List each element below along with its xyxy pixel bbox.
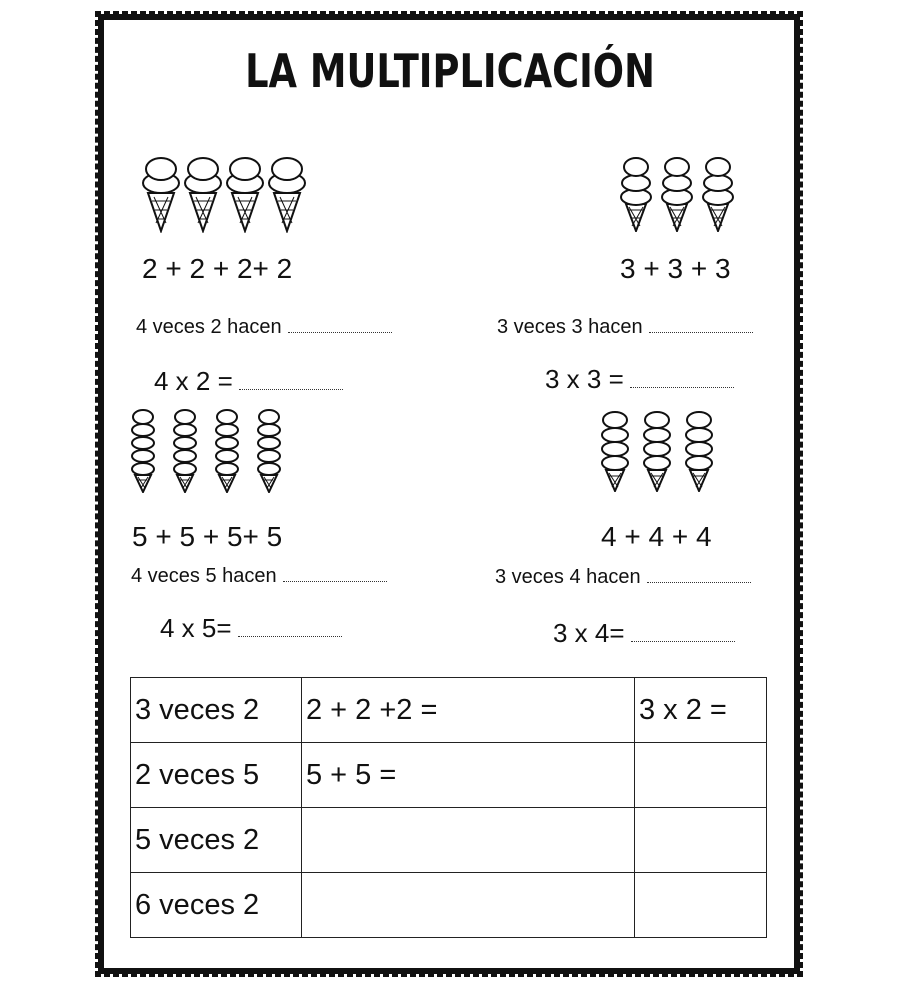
- table-cell[interactable]: [635, 808, 767, 873]
- exercise-table: [130, 677, 767, 938]
- multiplication-text: 3 x 3 =: [545, 364, 624, 394]
- ice-cream-group-4: [594, 408, 720, 492]
- answer-blank[interactable]: [630, 387, 734, 388]
- table-cell: 5 veces 2: [131, 808, 302, 873]
- ice-cream-icon: [594, 408, 636, 492]
- answer-blank[interactable]: [647, 582, 751, 583]
- veces-sentence-2: [497, 316, 753, 339]
- table-cell[interactable]: [302, 808, 635, 873]
- ice-cream-icon: [224, 153, 266, 233]
- veces-text: 4 veces 2 hacen: [136, 316, 282, 338]
- ice-cream-icon: [248, 407, 290, 493]
- table-cell[interactable]: 2 + 2 +2 =: [302, 678, 635, 743]
- answer-blank[interactable]: [283, 581, 387, 582]
- ice-cream-icon: [657, 152, 698, 232]
- multiplication-text: 4 x 5=: [160, 613, 232, 643]
- ice-cream-group-3: [122, 407, 290, 493]
- ice-cream-icon: [164, 407, 206, 493]
- veces-text: 4 veces 5 hacen: [131, 565, 277, 587]
- table-cell: 6 veces 2: [131, 873, 302, 938]
- answer-blank[interactable]: [649, 332, 753, 333]
- table-row: [131, 743, 767, 808]
- addition-expression-4: 4 + 4 + 4: [601, 521, 712, 552]
- veces-text: 3 veces 4 hacen: [495, 566, 641, 588]
- multiplication-sentence-3: [160, 613, 342, 644]
- answer-blank[interactable]: [239, 389, 343, 390]
- table-cell: 2 veces 5: [131, 743, 302, 808]
- table-cell[interactable]: 3 x 2 =: [635, 678, 767, 743]
- answer-blank[interactable]: [238, 636, 342, 637]
- ice-cream-group-1: [140, 153, 308, 233]
- ice-cream-icon: [678, 408, 720, 492]
- veces-sentence-4: [495, 566, 751, 589]
- page-title: LA MULTIPLICACIÓN: [245, 44, 655, 98]
- table-cell[interactable]: [302, 873, 635, 938]
- veces-sentence-1: [136, 316, 392, 339]
- addition-expression-2: 3 + 3 + 3: [620, 253, 731, 284]
- table-row: [131, 873, 767, 938]
- multiplication-text: 4 x 2 =: [154, 366, 233, 396]
- multiplication-sentence-2: [545, 364, 734, 395]
- table-cell[interactable]: [635, 873, 767, 938]
- table-cell[interactable]: [635, 743, 767, 808]
- ice-cream-group-2: [616, 152, 739, 232]
- multiplication-text: 3 x 4=: [553, 618, 625, 648]
- table-row: [131, 808, 767, 873]
- ice-cream-icon: [698, 152, 739, 232]
- ice-cream-icon: [206, 407, 248, 493]
- answer-blank[interactable]: [288, 332, 392, 333]
- addition-expression-1: 2 + 2 + 2+ 2: [142, 253, 293, 284]
- ice-cream-icon: [266, 153, 308, 233]
- veces-text: 3 veces 3 hacen: [497, 316, 643, 338]
- ice-cream-icon: [182, 153, 224, 233]
- ice-cream-icon: [636, 408, 678, 492]
- multiplication-sentence-4: [553, 618, 735, 649]
- table-cell: 3 veces 2: [131, 678, 302, 743]
- table-cell[interactable]: 5 + 5 =: [302, 743, 635, 808]
- multiplication-sentence-1: [154, 366, 343, 397]
- ice-cream-icon: [122, 407, 164, 493]
- answer-blank[interactable]: [631, 641, 735, 642]
- table-row: [131, 678, 767, 743]
- addition-expression-3: 5 + 5 + 5+ 5: [132, 521, 283, 552]
- veces-sentence-3: [131, 565, 387, 588]
- ice-cream-icon: [140, 153, 182, 233]
- ice-cream-icon: [616, 152, 657, 232]
